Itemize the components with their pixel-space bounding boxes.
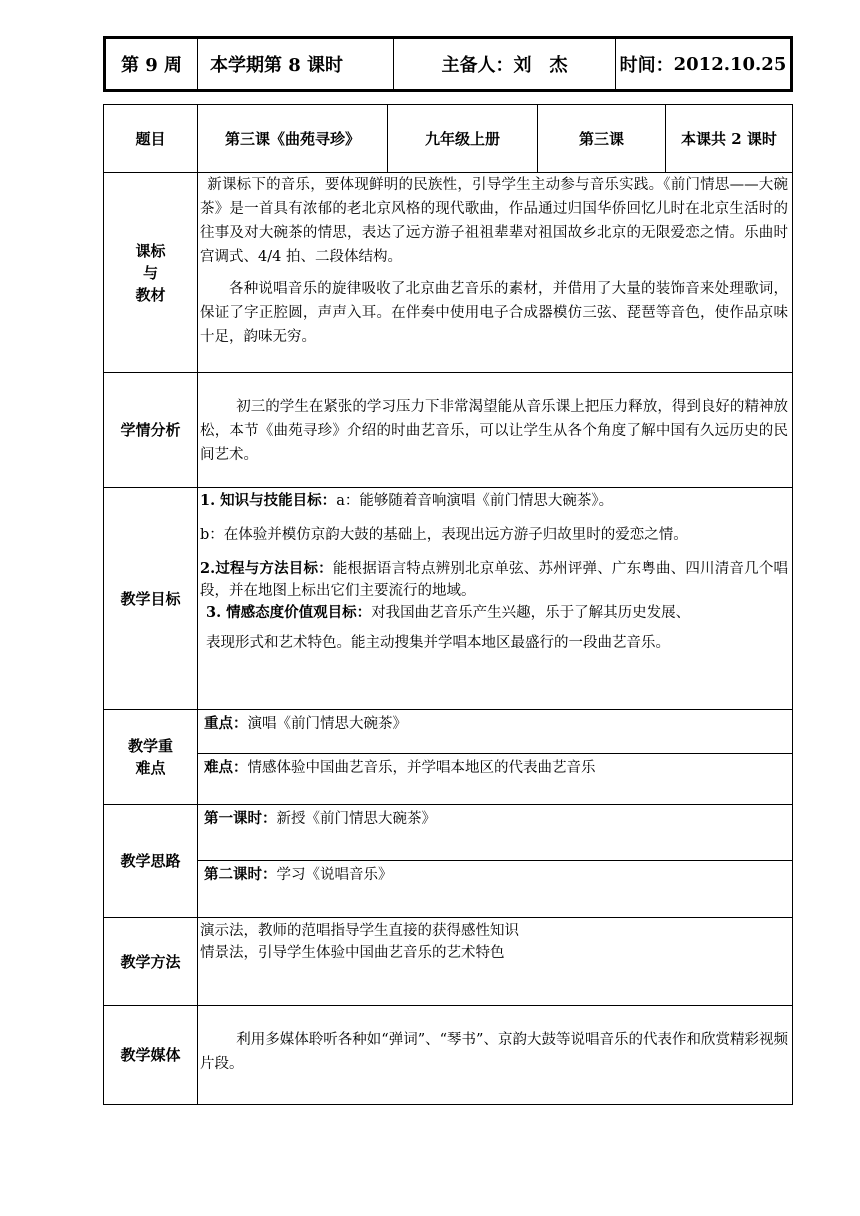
curriculum-label-line: 与 (142, 263, 158, 282)
topic-lesson: 第三课 (538, 105, 666, 172)
topic-hours: 本课共 2 课时 (681, 129, 777, 148)
difficult-point-label: 难点： (204, 759, 248, 776)
goal-attitude-text-2: 表现形式和艺术特色。能主动搜集并学唱本地区最盛行的一段曲艺音乐。 (206, 635, 670, 651)
teaching-methods-content (198, 918, 792, 1005)
teaching-media-label (104, 1006, 198, 1104)
key-points-label (104, 710, 198, 804)
difficult-point-text: 情感体验中国曲艺音乐，并学唱本地区的代表曲艺音乐 (247, 760, 596, 776)
preparer-cell (394, 39, 616, 89)
curriculum-row (104, 173, 792, 373)
teaching-methods-row (104, 918, 792, 1006)
second-class-label: 第二课时： (204, 866, 277, 883)
teaching-approach-label-text: 教学思路 (120, 852, 181, 870)
first-class (198, 805, 792, 861)
teaching-goals-content (198, 488, 792, 709)
method-scenario: 情景法，引导学生体验中国曲艺音乐的艺术特色 (200, 945, 505, 961)
student-analysis-label-text: 学情分析 (120, 421, 181, 439)
teaching-goals-row (104, 488, 792, 710)
topic-label-text: 题目 (135, 129, 166, 148)
goal-attitude-title: 3. 情感态度价值观目标： (206, 604, 372, 621)
key-points-content (198, 710, 792, 804)
key-point-text: 演唱《前门情思大碗茶》 (247, 716, 407, 732)
second-class-text: 学习《说唱音乐》 (276, 867, 393, 883)
goal-knowledge (198, 490, 792, 512)
teaching-media-content (198, 1006, 792, 1104)
student-analysis-text: 初三的学生在紧张的学习压力下非常渴望能从音乐课上把压力释放，得到良好的精神放松，本节《曲苑寻珍》介绍的时曲艺音乐，可以让学生从各个角度了解中国有久远历史的民间艺术。 (200, 399, 788, 463)
key-points-label-line: 教学重 (127, 737, 173, 755)
lesson-header-table (103, 36, 793, 92)
topic-grade: 九年级上册 (388, 105, 538, 172)
preparer-name: 刘 杰 (513, 55, 568, 76)
first-class-label: 第一课时： (204, 810, 277, 827)
student-analysis-content (198, 373, 792, 487)
date-value: 2012.10.25 (673, 53, 787, 75)
goal-process (198, 558, 792, 602)
teaching-approach-label (104, 805, 198, 917)
teaching-methods-label (104, 918, 198, 1005)
teaching-goals-label (104, 488, 198, 709)
curriculum-label-line: 教材 (135, 285, 166, 304)
curriculum-paragraph-2: 各种说唱音乐的旋律吸收了北京曲艺音乐的素材，并借用了大量的装饰音来处理歌词，保证了字正腔圆，声声入耳。在伴奏中使用电子合成器模仿三弦、琵琶等音色，使作品京味十足，韵味无穷。 (200, 281, 788, 345)
key-points-row (104, 710, 792, 805)
teaching-goals-label-text: 教学目标 (120, 589, 181, 608)
key-point (198, 710, 792, 754)
difficult-point (198, 754, 792, 804)
week-text: 第 9 周 (120, 55, 183, 76)
goal-attitude-text: 对我国曲艺音乐产生兴趣，乐于了解其历史发展、 (371, 605, 691, 621)
teaching-approach-row (104, 805, 792, 918)
date-label: 时间： (619, 55, 674, 76)
student-analysis-label (104, 373, 198, 487)
preparer-label: 主备人： (441, 55, 514, 76)
lesson-number-cell (198, 39, 394, 89)
method-demonstration: 演示法，教师的范唱指导学生直接的获得感性知识 (200, 923, 519, 939)
topic-content (198, 105, 792, 172)
curriculum-label (104, 173, 198, 372)
curriculum-content (198, 173, 792, 372)
key-point-label: 重点： (204, 715, 248, 732)
topic-title: 第三课《曲苑寻珍》 (198, 105, 388, 172)
topic-label (104, 105, 198, 172)
teaching-media-row (104, 1006, 792, 1104)
goal-process-title: 2.过程与方法目标： (200, 560, 333, 577)
topic-row (104, 105, 792, 173)
curriculum-label-line: 课标 (135, 241, 166, 260)
lesson-plan-table (103, 104, 793, 1105)
goal-knowledge-title: 1. 知识与技能目标： (200, 492, 337, 509)
second-class (198, 861, 792, 917)
goal-knowledge-a: a：能够随着音响演唱《前门情思大碗茶》。 (336, 493, 614, 509)
curriculum-paragraph-1: 新课标下的音乐，要体现鲜明的民族性，引导学生主动参与音乐实践。《前门情思——大碗茶》是一首具有浓郁的老北京风格的现代歌曲，作品通过归国华侨回忆儿时在北京生活时的往事及对大碗茶的情思，表达了远方游子祖祖辈辈对祖国故乡北京的无限爱恋之情。乐曲时宫调式、4/4 拍、二段体结构。 (200, 177, 788, 265)
key-points-label-line: 难点 (135, 759, 166, 777)
goal-process-text: 能根据语言特点辨别北京单弦、苏州评弹、广东粤曲、四川清音几个唱段，并在地图上标出它们主要流行的地域。 (200, 561, 789, 599)
teaching-media-text: 利用多媒体聆听各种如“弹词”、“琴书”、京韵大鼓等说唱音乐的代表作和欣赏精彩视频片段。 (200, 1032, 788, 1072)
student-analysis-row (104, 373, 792, 488)
week-cell (106, 39, 198, 89)
teaching-media-label-text: 教学媒体 (120, 1046, 181, 1064)
goal-knowledge-b: b：在体验并模仿京韵大鼓的基础上，表现出远方游子归故里时的爱恋之情。 (200, 527, 688, 543)
lesson-number-text: 本学期第 8 课时 (210, 55, 344, 76)
teaching-methods-label-text: 教学方法 (120, 952, 181, 971)
teaching-approach-content (198, 805, 792, 917)
goal-attitude (198, 602, 792, 624)
date-cell (616, 39, 790, 89)
first-class-text: 新授《前门情思大碗茶》 (276, 811, 436, 827)
